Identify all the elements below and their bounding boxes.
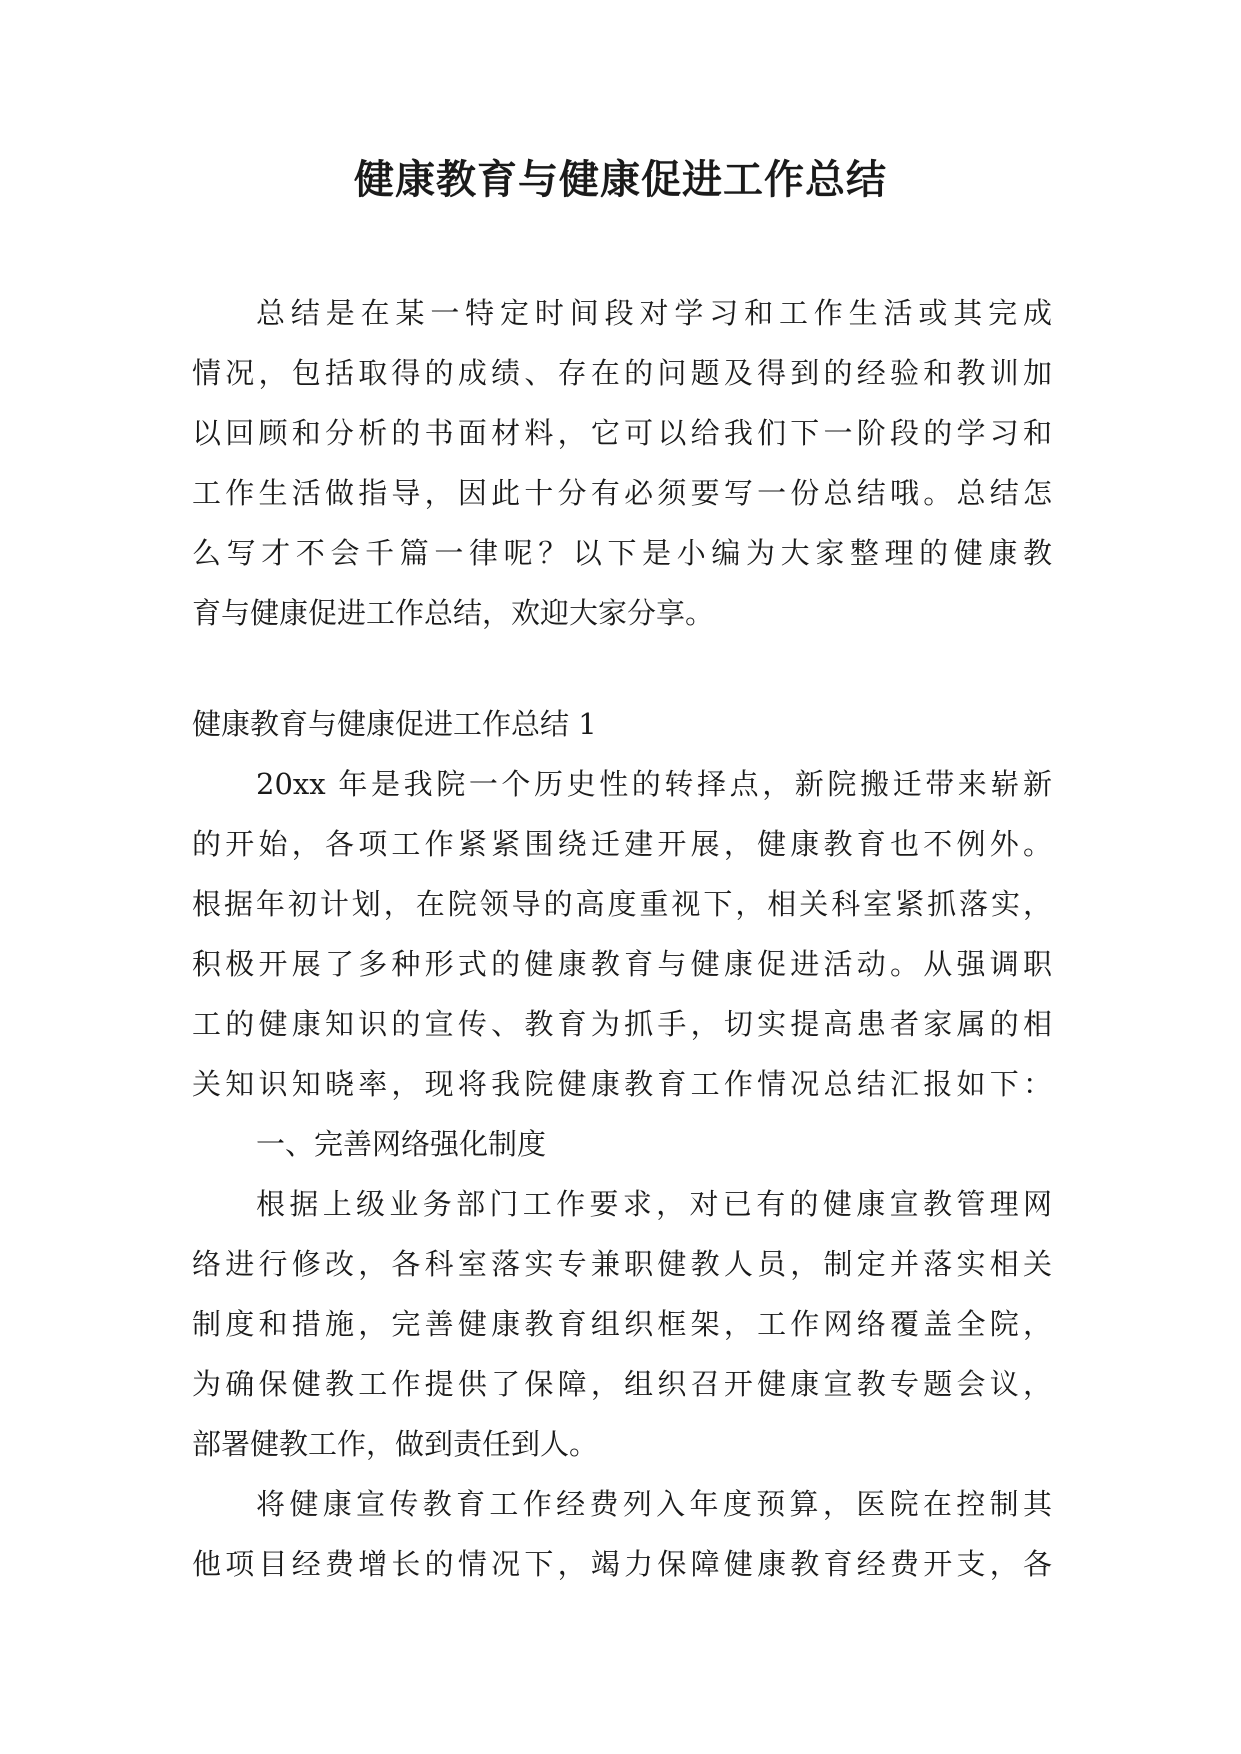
paragraph-line: 根据年初计划，在院领导的高度重视下，相关科室紧抓落实， <box>192 887 1052 921</box>
paragraph-line: 根据上级业务部门工作要求，对已有的健康宣教管理网 <box>256 1187 1052 1221</box>
intro-line: 总结是在某一特定时间段对学习和工作生活或其完成 <box>256 296 1052 330</box>
paragraph-line: 将健康宣传教育工作经费列入年度预算，医院在控制其 <box>256 1487 1052 1521</box>
paragraph-line: 工的健康知识的宣传、教育为抓手，切实提高患者家属的相 <box>192 1007 1052 1041</box>
paragraph-line: 为确保健教工作提供了保障，组织召开健康宣教专题会议， <box>192 1367 1052 1401</box>
subsection-heading: 一、完善网络强化制度 <box>256 1127 547 1161</box>
paragraph-line: 积极开展了多种形式的健康教育与健康促进活动。从强调职 <box>192 947 1052 981</box>
section-title: 健康教育与健康促进工作总结 1 <box>192 707 597 741</box>
paragraph-line: 的开始，各项工作紧紧围绕迁建开展，健康教育也不例外。 <box>192 827 1052 861</box>
paragraph-line: 他项目经费增长的情况下，竭力保障健康教育经费开支，各 <box>192 1547 1052 1581</box>
paragraph-line: 制度和措施，完善健康教育组织框架，工作网络覆盖全院， <box>192 1307 1052 1341</box>
intro-line: 工作生活做指导，因此十分有必须要写一份总结哦。总结怎 <box>192 476 1052 510</box>
document-title: 健康教育与健康促进工作总结 <box>354 157 887 203</box>
intro-line: 育与健康促进工作总结，欢迎大家分享。 <box>192 596 715 630</box>
paragraph-line: 关知识知晓率，现将我院健康教育工作情况总结汇报如下： <box>192 1067 1052 1101</box>
intro-line: 情况，包括取得的成绩、存在的问题及得到的经验和教训加 <box>192 356 1052 390</box>
paragraph-line: 部署健教工作，做到责任到人。 <box>192 1427 599 1461</box>
paragraph-line: 络进行修改，各科室落实专兼职健教人员，制定并落实相关 <box>192 1247 1052 1281</box>
intro-line: 以回顾和分析的书面材料，它可以给我们下一阶段的学习和 <box>192 416 1052 450</box>
paragraph-line: 20xx 年是我院一个历史性的转择点，新院搬迁带来崭新 <box>256 767 1052 801</box>
intro-line: 么写才不会千篇一律呢？以下是小编为大家整理的健康教 <box>192 536 1052 570</box>
